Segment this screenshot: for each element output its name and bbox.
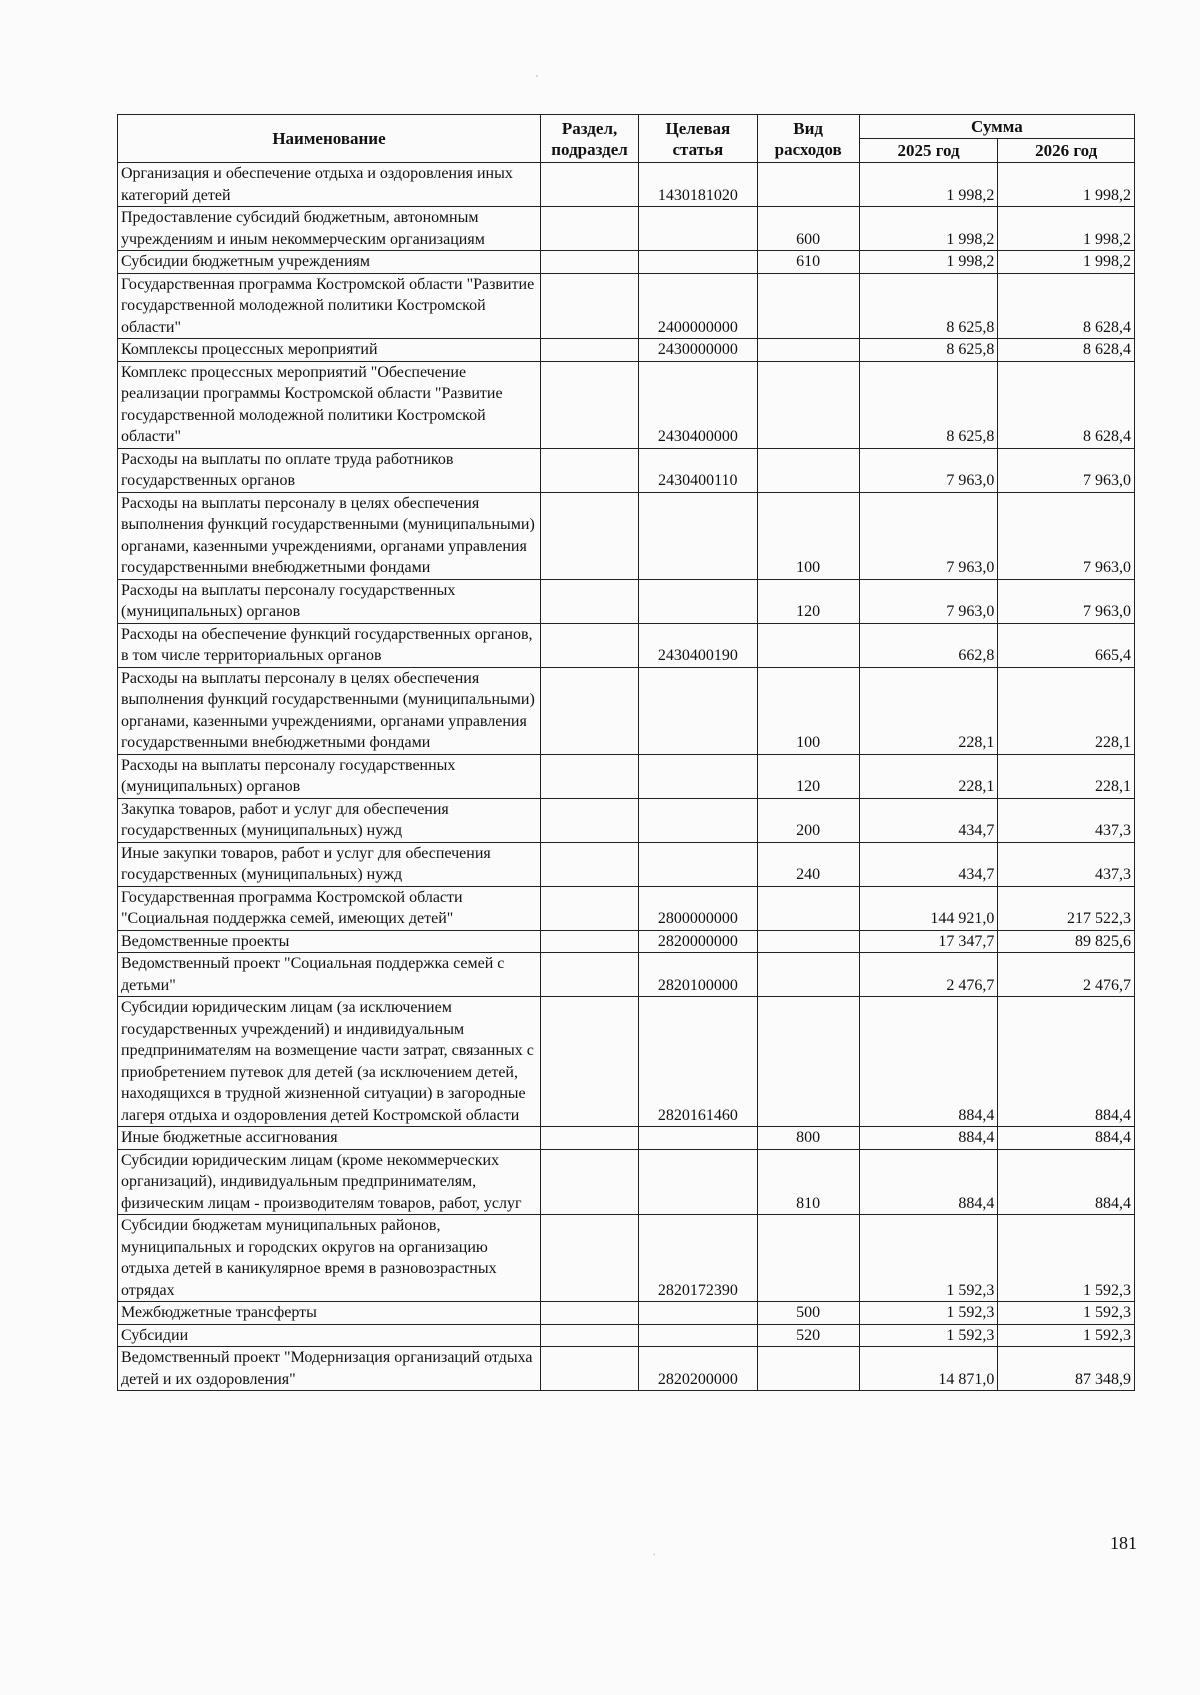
row-section xyxy=(540,667,638,754)
table-row xyxy=(118,579,1135,623)
budget-table xyxy=(117,114,1135,1391)
row-sum-2025: 662,8 xyxy=(859,623,998,667)
row-name: Ведомственный проект "Модернизация организаций отдыха детей и их оздоровления" xyxy=(118,1347,541,1391)
row-section xyxy=(540,492,638,579)
scan-speck: ' xyxy=(536,74,538,85)
row-sum-2026: 437,3 xyxy=(998,842,1135,886)
row-sum-2025: 1 998,2 xyxy=(859,163,998,207)
row-name: Субсидии бюджетным учреждениям xyxy=(118,251,541,274)
table-row xyxy=(118,1324,1135,1347)
row-target: 2430400190 xyxy=(639,623,757,667)
row-section xyxy=(540,997,638,1127)
row-expense-type xyxy=(757,361,859,448)
header-target: Целевая статья xyxy=(639,115,757,163)
row-target: 2820161460 xyxy=(639,997,757,1127)
row-expense-type: 100 xyxy=(757,667,859,754)
row-section xyxy=(540,273,638,339)
row-sum-2025: 434,7 xyxy=(859,798,998,842)
row-sum-2025: 8 625,8 xyxy=(859,273,998,339)
row-target xyxy=(639,1149,757,1215)
row-target xyxy=(639,1302,757,1325)
row-sum-2026: 7 963,0 xyxy=(998,492,1135,579)
table-row xyxy=(118,207,1135,251)
row-target: 2820100000 xyxy=(639,953,757,997)
table-row xyxy=(118,1127,1135,1150)
row-expense-type: 120 xyxy=(757,579,859,623)
row-target xyxy=(639,207,757,251)
row-expense-type xyxy=(757,273,859,339)
table-row xyxy=(118,1149,1135,1215)
row-expense-type: 500 xyxy=(757,1302,859,1325)
row-sum-2026: 884,4 xyxy=(998,997,1135,1127)
row-expense-type: 810 xyxy=(757,1149,859,1215)
table-row xyxy=(118,798,1135,842)
row-name: Ведомственный проект "Социальная поддержка семей с детьми" xyxy=(118,953,541,997)
row-target xyxy=(639,754,757,798)
row-target xyxy=(639,667,757,754)
row-name: Закупка товаров, работ и услуг для обеспечения государственных (муниципальных) нужд xyxy=(118,798,541,842)
row-section xyxy=(540,163,638,207)
table-row xyxy=(118,886,1135,930)
row-sum-2025: 14 871,0 xyxy=(859,1347,998,1391)
row-section xyxy=(540,339,638,362)
row-name: Субсидии юридическим лицам (за исключением государственных учреждений) и индивидуальным предпринимателям на возмещение части затрат, связанных с приобретением путевок для детей (за исключением детей, находящихся в трудной жизненной ситуации) в загородные лагеря отдыха и оздоровления детей Костромской области xyxy=(118,997,541,1127)
row-sum-2025: 1 592,3 xyxy=(859,1215,998,1302)
row-section xyxy=(540,1302,638,1325)
row-sum-2025: 1 592,3 xyxy=(859,1302,998,1325)
row-expense-type xyxy=(757,1347,859,1391)
row-name: Комплекс процессных мероприятий "Обеспечение реализации программы Костромской области "Развитие государственной молодежной политики Костромской области" xyxy=(118,361,541,448)
row-section xyxy=(540,842,638,886)
row-name: Расходы на выплаты персоналу в целях обеспечения выполнения функций государственными (муниципальными) органами, казенными учреждениями, органами управления государственными внебюджетными фондами xyxy=(118,492,541,579)
row-expense-type xyxy=(757,448,859,492)
row-sum-2026: 1 592,3 xyxy=(998,1302,1135,1325)
row-target: 2430000000 xyxy=(639,339,757,362)
row-sum-2025: 8 625,8 xyxy=(859,361,998,448)
row-name: Комплексы процессных мероприятий xyxy=(118,339,541,362)
row-expense-type: 240 xyxy=(757,842,859,886)
row-sum-2025: 884,4 xyxy=(859,1149,998,1215)
row-sum-2025: 2 476,7 xyxy=(859,953,998,997)
row-expense-type: 610 xyxy=(757,251,859,274)
row-expense-type xyxy=(757,623,859,667)
row-name: Субсидии xyxy=(118,1324,541,1347)
header-year-2026: 2026 год xyxy=(998,139,1135,163)
table-row xyxy=(118,842,1135,886)
scan-speck: . xyxy=(653,1547,656,1558)
row-sum-2025: 1 592,3 xyxy=(859,1324,998,1347)
row-expense-type xyxy=(757,1215,859,1302)
row-section xyxy=(540,1347,638,1391)
row-expense-type: 120 xyxy=(757,754,859,798)
row-sum-2025: 228,1 xyxy=(859,667,998,754)
row-name: Государственная программа Костромской области "Развитие государственной молодежной политики Костромской области" xyxy=(118,273,541,339)
table-row xyxy=(118,1215,1135,1302)
row-name: Расходы на выплаты по оплате труда работников государственных органов xyxy=(118,448,541,492)
row-section xyxy=(540,1149,638,1215)
row-target: 2820000000 xyxy=(639,930,757,953)
table-row xyxy=(118,930,1135,953)
row-sum-2026: 228,1 xyxy=(998,667,1135,754)
table-row xyxy=(118,997,1135,1127)
row-target: 2820200000 xyxy=(639,1347,757,1391)
row-sum-2025: 8 625,8 xyxy=(859,339,998,362)
table-row xyxy=(118,339,1135,362)
row-section xyxy=(540,798,638,842)
row-expense-type: 800 xyxy=(757,1127,859,1150)
row-sum-2026: 87 348,9 xyxy=(998,1347,1135,1391)
row-expense-type: 200 xyxy=(757,798,859,842)
row-sum-2025: 884,4 xyxy=(859,997,998,1127)
row-sum-2026: 228,1 xyxy=(998,754,1135,798)
row-sum-2025: 1 998,2 xyxy=(859,251,998,274)
row-section xyxy=(540,930,638,953)
row-section xyxy=(540,579,638,623)
row-name: Расходы на выплаты персоналу государственных (муниципальных) органов xyxy=(118,579,541,623)
header-year-2025: 2025 год xyxy=(859,139,998,163)
row-sum-2026: 7 963,0 xyxy=(998,448,1135,492)
row-section xyxy=(540,754,638,798)
row-section xyxy=(540,1127,638,1150)
row-sum-2026: 437,3 xyxy=(998,798,1135,842)
row-sum-2026: 8 628,4 xyxy=(998,273,1135,339)
row-target xyxy=(639,798,757,842)
row-expense-type: 100 xyxy=(757,492,859,579)
row-name: Иные бюджетные ассигнования xyxy=(118,1127,541,1150)
row-name: Расходы на выплаты персоналу государственных (муниципальных) органов xyxy=(118,754,541,798)
row-sum-2025: 7 963,0 xyxy=(859,579,998,623)
row-target xyxy=(639,1127,757,1150)
row-sum-2026: 1 998,2 xyxy=(998,163,1135,207)
row-section xyxy=(540,1215,638,1302)
table-row xyxy=(118,754,1135,798)
row-sum-2025: 17 347,7 xyxy=(859,930,998,953)
row-sum-2026: 665,4 xyxy=(998,623,1135,667)
row-target: 2430400000 xyxy=(639,361,757,448)
row-expense-type xyxy=(757,997,859,1127)
row-section xyxy=(540,1324,638,1347)
page-number: 181 xyxy=(1110,1533,1137,1553)
row-section xyxy=(540,207,638,251)
row-name: Субсидии бюджетам муниципальных районов, муниципальных и городских округов на организацию отдыха детей в каникулярное время в разновозрастных отрядах xyxy=(118,1215,541,1302)
table-row xyxy=(118,163,1135,207)
row-sum-2025: 434,7 xyxy=(859,842,998,886)
row-target: 2820172390 xyxy=(639,1215,757,1302)
row-target: 2400000000 xyxy=(639,273,757,339)
row-section xyxy=(540,886,638,930)
header-expense-type: Вид расходов xyxy=(757,115,859,163)
header-name: Наименование xyxy=(118,115,541,163)
row-sum-2025: 7 963,0 xyxy=(859,448,998,492)
table-row xyxy=(118,623,1135,667)
row-section xyxy=(540,251,638,274)
row-sum-2025: 144 921,0 xyxy=(859,886,998,930)
row-sum-2025: 7 963,0 xyxy=(859,492,998,579)
row-name: Иные закупки товаров, работ и услуг для обеспечения государственных (муниципальных) нужд xyxy=(118,842,541,886)
row-expense-type: 600 xyxy=(757,207,859,251)
row-sum-2026: 217 522,3 xyxy=(998,886,1135,930)
row-expense-type xyxy=(757,953,859,997)
table-row xyxy=(118,448,1135,492)
row-sum-2026: 1 592,3 xyxy=(998,1324,1135,1347)
row-name: Предоставление субсидий бюджетным, автономным учреждениям и иным некоммерческим организациям xyxy=(118,207,541,251)
row-target xyxy=(639,251,757,274)
row-target xyxy=(639,1324,757,1347)
row-name: Расходы на обеспечение функций государственных органов, в том числе территориальных органов xyxy=(118,623,541,667)
table-row xyxy=(118,953,1135,997)
table-row xyxy=(118,361,1135,448)
row-section xyxy=(540,361,638,448)
row-sum-2025: 884,4 xyxy=(859,1127,998,1150)
row-section xyxy=(540,448,638,492)
table-row xyxy=(118,273,1135,339)
header-sum: Сумма xyxy=(859,115,1134,139)
row-sum-2025: 228,1 xyxy=(859,754,998,798)
row-sum-2025: 1 998,2 xyxy=(859,207,998,251)
row-section xyxy=(540,623,638,667)
row-target: 1430181020 xyxy=(639,163,757,207)
row-target: 2430400110 xyxy=(639,448,757,492)
row-expense-type xyxy=(757,930,859,953)
row-name: Межбюджетные трансферты xyxy=(118,1302,541,1325)
row-expense-type xyxy=(757,163,859,207)
table-row xyxy=(118,1302,1135,1325)
row-sum-2026: 884,4 xyxy=(998,1149,1135,1215)
row-name: Государственная программа Костромской области "Социальная поддержка семей, имеющих детей" xyxy=(118,886,541,930)
row-name: Ведомственные проекты xyxy=(118,930,541,953)
row-sum-2026: 1 998,2 xyxy=(998,251,1135,274)
table-row xyxy=(118,1347,1135,1391)
row-target: 2800000000 xyxy=(639,886,757,930)
table-row xyxy=(118,667,1135,754)
row-target xyxy=(639,492,757,579)
row-expense-type: 520 xyxy=(757,1324,859,1347)
row-name: Организация и обеспечение отдыха и оздоровления иных категорий детей xyxy=(118,163,541,207)
row-sum-2026: 89 825,6 xyxy=(998,930,1135,953)
row-name: Расходы на выплаты персоналу в целях обеспечения выполнения функций государственными (муниципальными) органами, казенными учреждениями, органами управления государственными внебюджетными фондами xyxy=(118,667,541,754)
row-name: Субсидии юридическим лицам (кроме некоммерческих организаций), индивидуальным предпринимателям, физическим лицам - производителям товаров, работ, услуг xyxy=(118,1149,541,1215)
row-sum-2026: 8 628,4 xyxy=(998,361,1135,448)
row-sum-2026: 8 628,4 xyxy=(998,339,1135,362)
row-sum-2026: 884,4 xyxy=(998,1127,1135,1150)
row-sum-2026: 1 998,2 xyxy=(998,207,1135,251)
header-section: Раздел, подраздел xyxy=(540,115,638,163)
row-target xyxy=(639,842,757,886)
row-target xyxy=(639,579,757,623)
row-expense-type xyxy=(757,886,859,930)
table-row xyxy=(118,492,1135,579)
row-sum-2026: 2 476,7 xyxy=(998,953,1135,997)
table-row xyxy=(118,251,1135,274)
row-sum-2026: 1 592,3 xyxy=(998,1215,1135,1302)
row-expense-type xyxy=(757,339,859,362)
row-section xyxy=(540,953,638,997)
row-sum-2026: 7 963,0 xyxy=(998,579,1135,623)
